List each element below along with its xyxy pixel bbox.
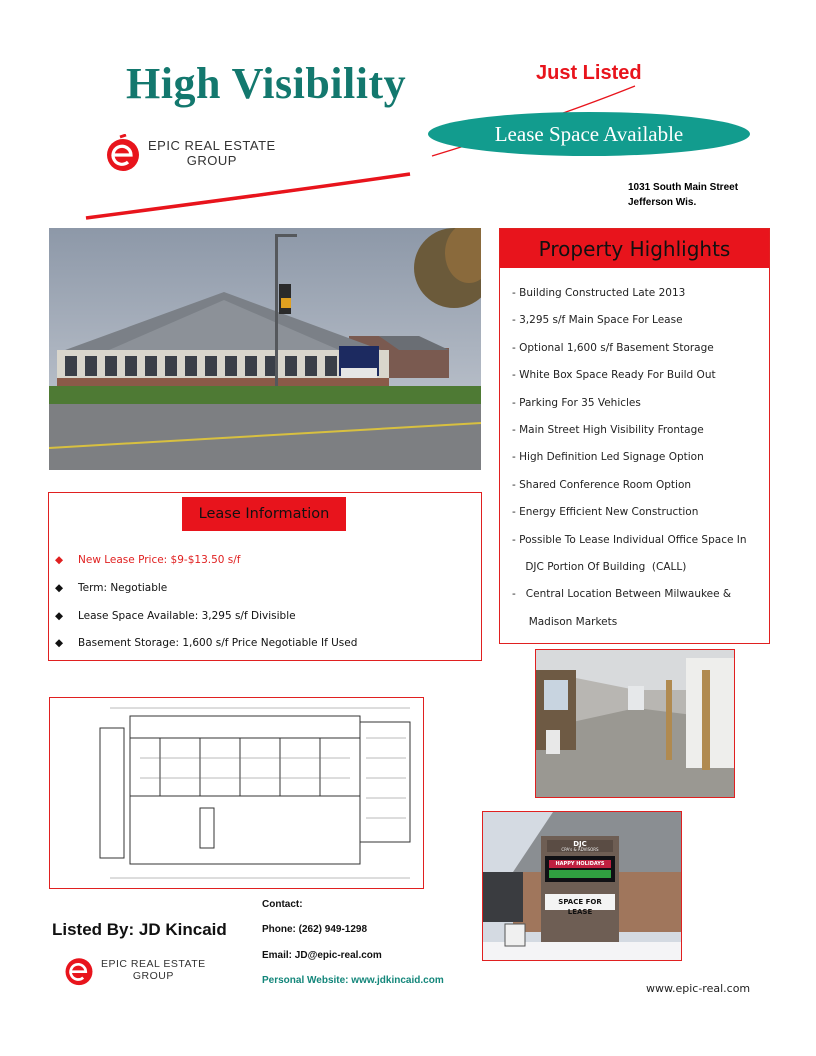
diamond-bullet-icon: ◆ <box>55 581 64 594</box>
epic-logo-icon <box>104 134 142 172</box>
just-listed-label: Just Listed <box>536 62 642 84</box>
contact-label: Contact: <box>262 899 303 910</box>
sign-space-for-lease-text: SPACE FOR LEASE <box>558 898 602 916</box>
property-highlights-title: Property Highlights <box>538 236 731 261</box>
contact-phone[interactable]: Phone: (262) 949-1298 <box>262 924 368 935</box>
lease-space-text: Lease Space Available: 3,295 s/f Divisible <box>78 609 296 622</box>
lease-info-item <box>55 637 357 665</box>
lease-information-panel <box>48 492 482 661</box>
highlight-item: - Main Street High Visibility Frontage <box>512 423 704 436</box>
highlight-item: - Optional 1,600 s/f Basement Storage <box>512 341 714 354</box>
building-exterior-photo <box>49 228 481 470</box>
lease-term-text: Term: Negotiable <box>78 581 168 594</box>
highlight-item: - Central Location Between Milwaukee & <box>512 588 732 601</box>
highlight-item: - Energy Efficient New Construction <box>512 506 699 519</box>
listed-by-label: Listed By: JD Kincaid <box>52 920 227 939</box>
lease-information-header <box>182 497 346 531</box>
sign-name-text: DJC <box>573 840 587 848</box>
highlight-item: - Shared Conference Room Option <box>512 478 692 491</box>
highlight-item: - High Definition Led Signage Option <box>512 451 704 464</box>
lease-info-item <box>55 582 357 610</box>
floor-plan-drawing <box>49 697 424 889</box>
sign-sub-text: CPA's & ADVISORS <box>561 847 599 852</box>
interior-space-photo <box>535 649 735 798</box>
highlight-item: - Parking For 35 Vehicles <box>512 396 641 409</box>
epic-logo-icon <box>63 954 95 986</box>
lease-info-item <box>55 610 357 638</box>
highlight-item: - 3,295 s/f Main Space For Lease <box>512 314 683 327</box>
property-address <box>628 180 738 210</box>
highlight-item: - Building Constructed Late 2013 <box>512 287 686 299</box>
basement-storage-text: Basement Storage: 1,600 s/f Price Negotiable If Used <box>78 637 358 650</box>
diamond-bullet-icon: ◆ <box>55 554 64 566</box>
logo-line-2: GROUP <box>186 153 237 168</box>
diamond-bullet-icon: ◆ <box>55 609 64 622</box>
lease-price-text: New Lease Price: $9-$13.50 s/f <box>78 554 241 566</box>
highlight-item: - White Box Space Ready For Build Out <box>512 369 716 382</box>
lease-info-item <box>55 554 357 582</box>
lease-space-badge-label: Lease Space Available <box>494 121 684 146</box>
address-street: 1031 South Main Street <box>628 182 739 193</box>
personal-website-link[interactable]: Personal Website: www.jdkincaid.com <box>262 975 444 986</box>
company-website-link[interactable]: www.epic-real.com <box>646 982 751 995</box>
property-highlights-panel <box>499 228 770 644</box>
lease-space-badge <box>428 112 750 156</box>
signage-photo <box>482 811 682 961</box>
sign-message-text: HAPPY HOLIDAYS <box>555 861 605 867</box>
address-city: Jefferson Wis. <box>628 197 697 208</box>
logo-line-1: EPIC REAL ESTATE <box>148 138 276 153</box>
highlight-item: - Possible To Lease Individual Office Space In <box>512 533 747 546</box>
highlight-item: Madison Markets <box>512 615 618 628</box>
company-logo-bottom <box>63 954 206 986</box>
logo-line-2: GROUP <box>132 970 174 982</box>
contact-email[interactable]: Email: JD@epic-real.com <box>262 950 382 961</box>
highlight-item: DJC Portion Of Building (CALL) <box>512 560 687 573</box>
highlights-list <box>512 287 747 643</box>
page-title: High Visibility <box>126 59 407 108</box>
property-highlights-header <box>500 229 769 268</box>
logo-line-1: EPIC REAL ESTATE <box>101 958 206 970</box>
lease-information-title: Lease Information <box>198 506 330 522</box>
lease-info-list <box>55 554 357 665</box>
diamond-bullet-icon: ◆ <box>55 637 64 650</box>
company-logo-top <box>104 134 276 172</box>
